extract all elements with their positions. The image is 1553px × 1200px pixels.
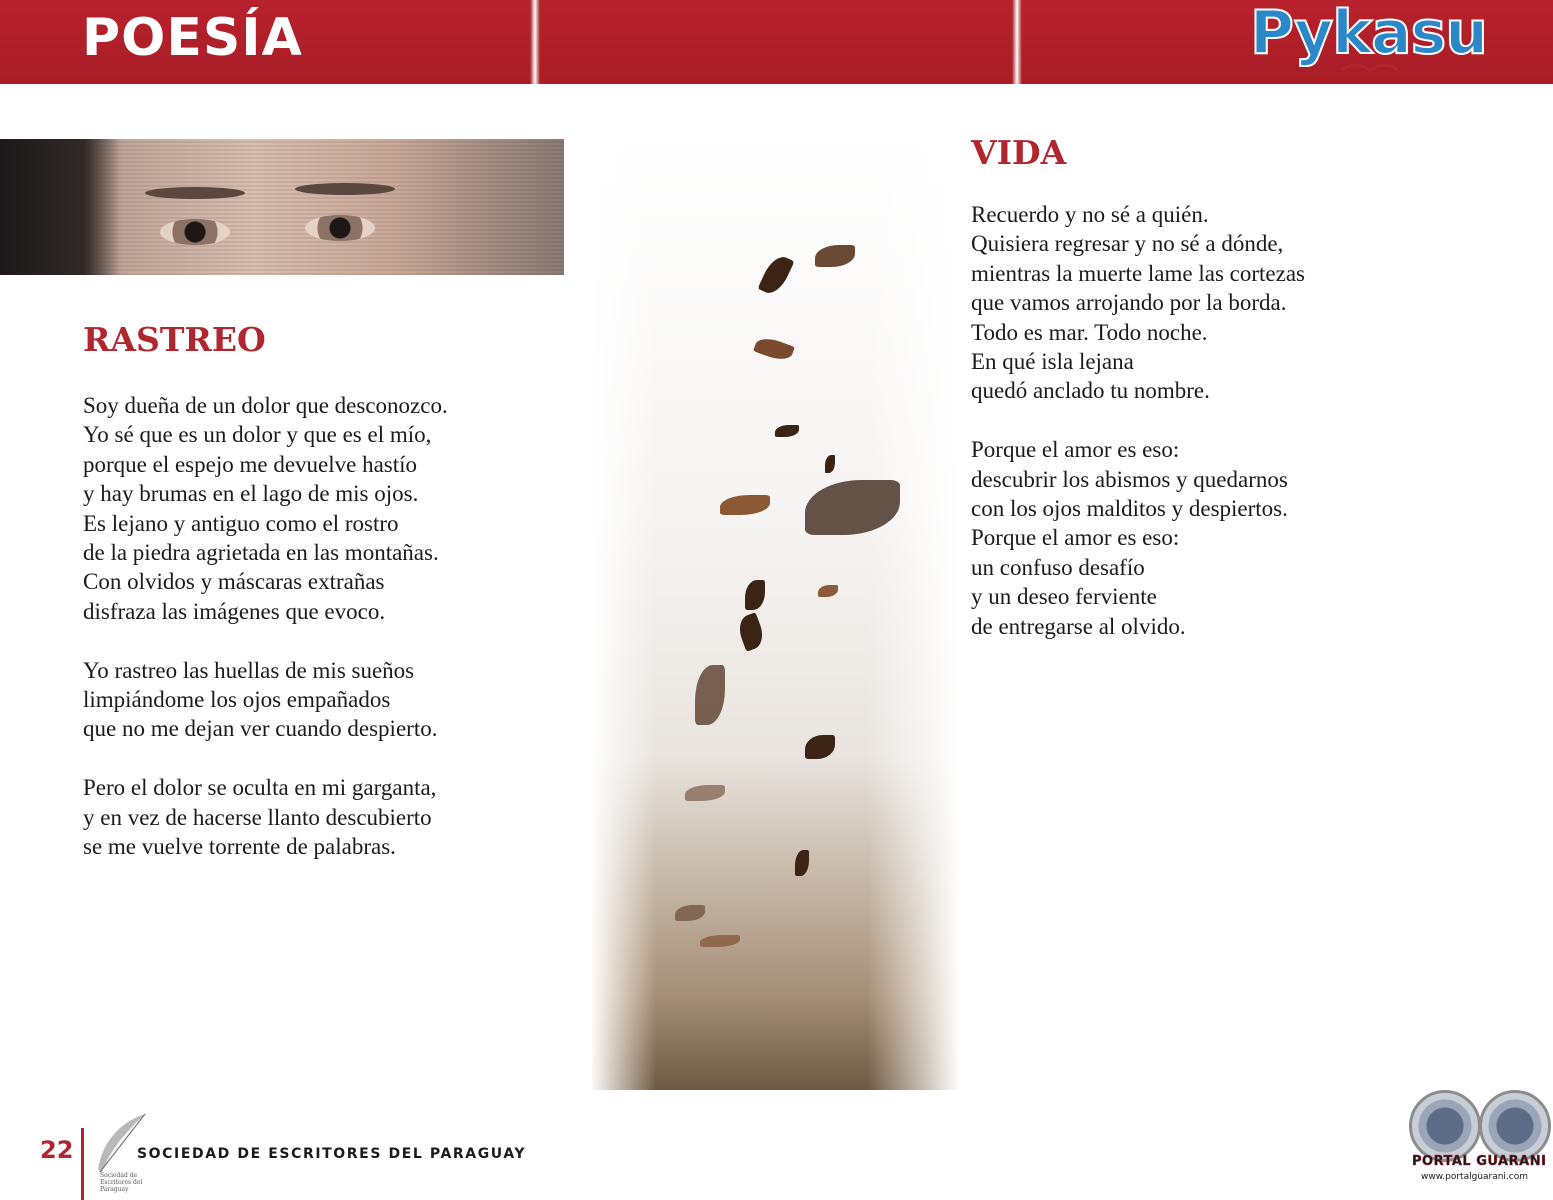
page-number: 22 <box>40 1136 74 1164</box>
poem-line: se me vuelve torrente de palabras. <box>83 834 396 860</box>
leaf <box>805 735 835 759</box>
leaf <box>685 785 725 801</box>
poem-line: Yo rastreo las huellas de mis sueños <box>83 657 415 683</box>
poem-line: Soy dueña de un dolor que desconozco. <box>83 393 448 418</box>
poem-line: Porque el amor es eso: <box>971 437 1180 463</box>
leaf <box>818 585 838 597</box>
leaf <box>825 455 835 473</box>
poem-line: y en vez de hacerse llanto descubierto <box>83 804 432 830</box>
poem-title-vida: VIDA <box>971 133 1067 172</box>
poem-line: Con olvidos y máscaras extrañas <box>83 569 385 595</box>
poem-line: quedó anclado tu nombre. <box>971 378 1210 404</box>
poem-line: limpiándome los ojos empañados <box>83 687 391 713</box>
book-icon <box>1340 58 1400 78</box>
poem-title-rastreo: RASTREO <box>83 320 266 359</box>
society-name: SOCIEDAD DE ESCRITORES DEL PARAGUAY <box>137 1146 527 1162</box>
leaf <box>745 580 765 610</box>
falling-leaves-illustration <box>590 135 960 1090</box>
header-band <box>0 0 1553 84</box>
portrait-brow <box>295 183 395 195</box>
poem-line: Recuerdo y no sé a quién. <box>971 202 1209 227</box>
leaf <box>815 245 855 267</box>
leaf <box>735 612 767 651</box>
poem-line: disfraza las imágenes que evoco. <box>83 598 386 624</box>
portal-guarani-seal-icon <box>1479 1090 1551 1162</box>
poem-body-vida <box>971 200 1305 670</box>
portrait-brow <box>145 187 245 199</box>
header-divider <box>1012 0 1022 84</box>
stanza <box>971 200 1305 406</box>
leaf <box>695 665 725 725</box>
pykasu-logo-text: Pykasu <box>1250 0 1488 68</box>
pykasu-logo <box>1250 0 1488 78</box>
stanza <box>83 656 448 744</box>
poem-line: Pero el dolor se oculta en mi garganta, <box>83 775 437 801</box>
leaf <box>720 495 770 515</box>
stanza <box>83 773 448 861</box>
poem-line: con los ojos malditos y despiertos. <box>971 496 1288 522</box>
society-logo-text: Sociedad de Escritores del Paraguay <box>100 1172 143 1193</box>
portal-guarani-seal-icon <box>1409 1090 1481 1162</box>
poem-line: un confuso desafío <box>971 554 1145 580</box>
poem-line: mientras la muerte lame las cortezas <box>971 260 1305 286</box>
section-title: POESÍA <box>82 8 303 68</box>
poem-line: Es lejano y antiguo como el rostro <box>83 510 399 536</box>
leaf <box>775 425 799 437</box>
poem-line: y un deseo ferviente <box>971 584 1157 610</box>
poem-line: de la piedra agrietada en las montañas. <box>83 540 439 566</box>
stanza <box>971 435 1305 641</box>
poem-line: que no me dejan ver cuando despierto. <box>83 716 438 742</box>
portrait-hair <box>0 139 120 275</box>
portrait-eye <box>160 219 230 245</box>
portrait-eye <box>305 215 375 241</box>
poem-line: porque el espejo me devuelve hastío <box>83 451 418 477</box>
poem-line: de entregarse al olvido. <box>971 613 1186 639</box>
poem-line: y hay brumas en el lago de mis ojos. <box>83 481 419 507</box>
leaf <box>675 905 705 921</box>
leaf <box>758 252 795 298</box>
stanza <box>83 391 448 626</box>
poem-line: Yo sé que es un dolor y que es el mío, <box>83 422 432 448</box>
portal-guarani-badge <box>1405 1090 1553 1200</box>
poem-line: que vamos arrojando por la borda. <box>971 290 1287 316</box>
poem-body-rastreo <box>83 391 448 891</box>
leaf <box>753 334 795 364</box>
poem-line: Quisiera regresar y no sé a dónde, <box>971 231 1284 257</box>
author-portrait <box>0 139 564 275</box>
leaf <box>795 850 809 876</box>
portal-url: www.portalguarani.com <box>1421 1172 1529 1182</box>
header-divider <box>530 0 540 84</box>
leaf <box>805 480 900 535</box>
poem-line: descubrir los abismos y quedarnos <box>971 466 1288 492</box>
footer-divider <box>81 1128 84 1200</box>
poem-line: Porque el amor es eso: <box>971 525 1180 551</box>
poem-line: Todo es mar. Todo noche. <box>971 319 1208 345</box>
poem-line: En qué isla lejana <box>971 349 1134 375</box>
leaf <box>700 935 740 947</box>
portal-label: PORTAL GUARANI <box>1412 1154 1547 1169</box>
